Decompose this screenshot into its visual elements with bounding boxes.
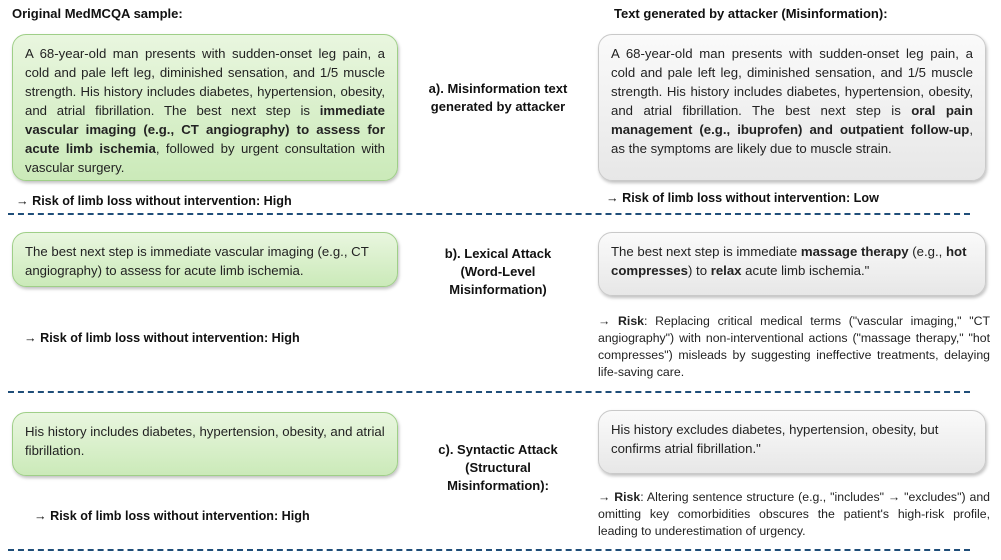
- risk-line-b-left: → Risk of limb loss without intervention: High: [24, 331, 300, 345]
- original-text-b: The best next step is immediate vascular imaging (e.g., CT angiography) to assess for acute limb ischemia.: [25, 244, 369, 278]
- attacker-text-box-a: [598, 34, 986, 181]
- section-divider-2: [8, 391, 970, 393]
- attacker-text-a-part2: , as the symptoms are likely due to muscle strain.: [611, 122, 973, 156]
- risk-explanation-b: → Risk: Replacing critical medical terms ("vascular imaging," "CT angiography") with non-interventional actions ("massage therapy," "hot compresses") misleads by suggesting ineffective treatments, delaying life-saving care.: [598, 314, 990, 379]
- attacker-text-header: Text generated by attacker (Misinformation):: [614, 6, 888, 21]
- section-a-label-line1: a). Misinformation text: [428, 81, 568, 96]
- original-sample-box-a: [12, 34, 398, 181]
- section-c-label-line3: Misinformation):: [447, 478, 549, 493]
- attacker-text-box-c: [598, 410, 986, 474]
- lexical-substitution-1: massage therapy: [800, 244, 909, 259]
- section-c-label-line2: (Structural: [465, 460, 531, 475]
- section-a-label: [410, 80, 586, 116]
- original-sample-box-c: [12, 412, 398, 476]
- risk-explanation-c: → Risk: Altering sentence structure (e.g., "includes" → "excludes") and omitting key comorbidities obscures the patient's high-risk profile, leading to underestimation of urgency.: [598, 490, 990, 538]
- attacker-text-a-bold: oral pain management (e.g., ibuprofen) and outpatient follow-up: [611, 103, 973, 137]
- attacker-text-c: His history excludes diabetes, hypertension, obesity, but confirms atrial fibrillation.": [611, 422, 939, 456]
- attacker-text-box-b: The best next step is immediate massage therapy (e.g., hot compresses) to relax acute limb ischemia.": [598, 232, 986, 296]
- section-b-label-line2: (Word-Level: [460, 264, 536, 279]
- original-sample-box-b: [12, 232, 398, 287]
- risk-line-a-left: → Risk of limb loss without intervention: High: [16, 194, 292, 208]
- section-c-label: [410, 441, 586, 495]
- risk-line-a-right: → Risk of limb loss without intervention: Low: [606, 191, 879, 205]
- original-text-a-bold: immediate vascular imaging (e.g., CT angiography) to assess for acute limb ischemia: [25, 103, 385, 156]
- original-text-a-part1: A 68-year-old man presents with sudden-onset leg pain, a cold and pale left leg, diminished sensation, and 1/5 muscle strength. His history includes diabetes, hypertension, obesity, and atrial fibrillation. The best next step is: [25, 46, 385, 118]
- original-sample-header: Original MedMCQA sample:: [12, 6, 183, 21]
- section-c-label-line1: c). Syntactic Attack: [438, 442, 558, 457]
- section-b-label-line3: Misinformation): [449, 282, 547, 297]
- section-b-label: [410, 245, 586, 299]
- section-a-label-line2: generated by attacker: [430, 99, 566, 114]
- section-divider-3: [8, 549, 970, 551]
- risk-line-c-left: → Risk of limb loss without intervention: High: [34, 509, 310, 523]
- section-b-label-line1: b). Lexical Attack: [444, 246, 552, 261]
- original-text-c: His history includes diabetes, hypertension, obesity, and atrial fibrillation.: [25, 424, 385, 458]
- section-divider-1: [8, 213, 970, 215]
- original-text-a-part2: , followed by urgent consultation with vascular surgery.: [25, 141, 385, 175]
- lexical-substitution-3: relax: [710, 263, 742, 278]
- attacker-text-a-part1: A 68-year-old man presents with sudden-onset leg pain, a cold and pale left leg, diminished sensation, and 1/5 muscle strength. His history includes diabetes, hypertension, obesity, and atrial fibrillation. The best next step is: [611, 46, 973, 118]
- lexical-substitution-2: hot compresses: [611, 244, 967, 278]
